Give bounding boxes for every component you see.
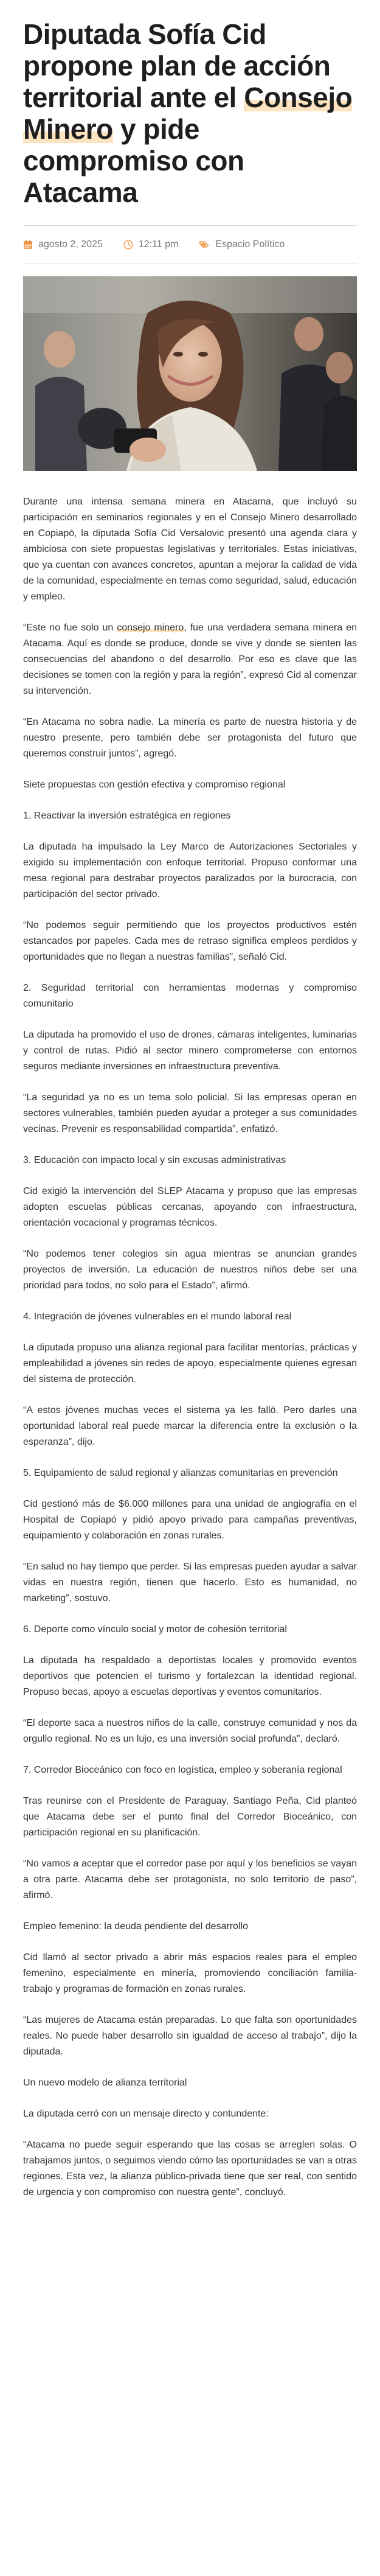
proposal-heading: 5. Equipamiento de salud regional y alianzas comunitarias en prevención bbox=[23, 1468, 338, 1478]
paragraph: “A estos jóvenes muchas veces el sistema ya les falló. Pero darles una oportunidad laboral real puede marcar la diferencia entre la exclusión o la esperanza”, dijo. bbox=[23, 1405, 357, 1447]
clock-icon bbox=[123, 240, 133, 250]
title-highlight: Consejo Minero bbox=[23, 82, 353, 145]
meta-time bbox=[123, 239, 179, 250]
proposal-heading: 7. Corredor Bioceánico con foco en logística, empleo y soberanía regional bbox=[23, 1765, 342, 1775]
paragraph: Cid gestionó más de $6.000 millones para una unidad de angiografía en el Hospital de Copiapó y pidió apoyo privado para campañas preventivas, equipamiento y colaboración en zonas rurales. bbox=[23, 1499, 357, 1541]
article-title bbox=[23, 18, 357, 208]
section-heading: Un nuevo modelo de alianza territorial bbox=[23, 2078, 187, 2088]
paragraph: “Las mujeres de Atacama están preparadas. Lo que falta son oportunidades reales. No puede haber desarrollo sin igualdad de acceso al trabajo”, dijo la diputada. bbox=[23, 2015, 357, 2057]
paragraph: “En Atacama no sobra nadie. La minería es parte de nuestra historia y de nuestro presente, pero también debe ser protagonista del futuro que queremos construir juntos”, agregó. bbox=[23, 717, 357, 759]
paragraph: “El deporte saca a nuestros niños de la calle, construye comunidad y nos da orgullo regional. No es un lujo, es una inversión social profunda”, declaró. bbox=[23, 1718, 357, 1744]
title-text: Diputada Sofía Cid propone plan de acción territorial ante el bbox=[23, 18, 331, 113]
calendar-icon bbox=[23, 240, 33, 250]
paragraph: Cid exigió la intervención del SLEP Atacama y propuso que las empresas adopten escuelas públicas cercanas, apoyando con infraestructura, orientación vocacional y programas técnicos. bbox=[23, 1186, 357, 1228]
paragraph bbox=[23, 620, 357, 699]
title-text-end: y pide compromiso con Atacama bbox=[23, 113, 244, 208]
paragraph: La diputada ha impulsado la Ley Marco de Autorizaciones Sectoriales y exigido su implementación con enfoque territorial. Propuso conformar una mesa regional para destrabar proyectos paralizados por la burocracia, con participación del sector privado. bbox=[23, 842, 357, 899]
paragraph: Tras reunirse con el Presidente de Paraguay, Santiago Peña, Cid planteó que Atacama debe ser el punto final del Corredor Bioceánico, con participación regional en su planificación. bbox=[23, 1796, 357, 1838]
paragraph: La diputada propuso una alianza regional para facilitar mentorías, prácticas y empleabilidad a jóvenes sin redes de apoyo, especialmente quienes egresan del sistema de protección. bbox=[23, 1342, 357, 1384]
proposal-heading: 2. Seguridad territorial con herramientas modernas y compromiso comunitario bbox=[23, 983, 357, 1009]
paragraph-text: “Este no fue solo un bbox=[23, 623, 117, 633]
meta-time-text: 12:11 pm bbox=[138, 239, 179, 250]
paragraph: La diputada ha respaldado a deportistas locales y promovido eventos deportivos que potencien el turismo y fortalezcan la identidad regional. Propuso becas, apoyo a escuelas deportivas y eventos comunitarios. bbox=[23, 1655, 357, 1697]
paragraph: “No podemos tener colegios sin agua mientras se anuncian grandes proyectos de inversión. La educación de nuestros niños debe ser una prioridad para todos, no solo para el Estado”, afirmó. bbox=[23, 1249, 357, 1291]
paragraph: “Atacama no puede seguir esperando que las cosas se arreglen solas. O trabajamos juntos, o seguimos viendo cómo las oportunidades se van a otras regiones. Esta vez, la alianza público-privada tiene que ser real, con sentido de urgencia y con compromiso con nuestra gente”, concluyó. bbox=[23, 2140, 357, 2197]
section-heading: Siete propuestas con gestión efectiva y compromiso regional bbox=[23, 780, 286, 790]
article-hero-image bbox=[23, 276, 357, 471]
paragraph-text: , fue una verdadera semana minera en Atacama. Aquí es donde se produce, donde se vive y donde se sienten las consecuencias del abandono o del desarrollo. Por eso es clave que las decisiones se tomen con la región y para la región”, expresó Cid al comenzar su intervención. bbox=[23, 623, 357, 696]
meta-category-text: Espacio Político bbox=[215, 239, 285, 250]
paragraph-highlight: consejo minero bbox=[117, 623, 184, 633]
article-meta bbox=[23, 239, 357, 264]
paragraph: Durante una intensa semana minera en Atacama, que incluyó su participación en seminarios regionales y en el Consejo Minero desarrollado en Copiapó, la diputada Sofía Cid Versalovic presentó una agenda clara y ambiciosa con siete propuestas legislativas y territoriales. Estas iniciativas, que ya cuentan con avances concretos, apuntan a mejorar la calidad de vida de la comunidad, especialmente en temas como seguridad, salud, educación y empleo. bbox=[23, 497, 357, 602]
proposal-heading: 4. Integración de jóvenes vulnerables en el mundo laboral real bbox=[23, 1311, 292, 1322]
meta-date-text: agosto 2, 2025 bbox=[38, 239, 103, 250]
title-divider bbox=[23, 225, 357, 226]
paragraph: “En salud no hay tiempo que perder. Si las empresas pueden ayudar a salvar vidas en nuestra región, tienen que hacerlo. Esto es humanidad, no marketing”, sostuvo. bbox=[23, 1562, 357, 1604]
paragraph: Cid llamó al sector privado a abrir más espacios reales para el empleo femenino, especialmente en minería, promoviendo conciliación familia-trabajo y programas de formación en zonas rurales. bbox=[23, 1952, 357, 1994]
paragraph: “La seguridad ya no es un tema solo policial. Si las empresas operan en sectores vulnerables, también pueden ayudar a proteger a sus comunidades vecinas. Prevenir es responsabilidad compartida”, enfatizó. bbox=[23, 1092, 357, 1134]
proposal-heading: 1. Reactivar la inversión estratégica en regiones bbox=[23, 811, 231, 821]
meta-date[interactable] bbox=[23, 239, 103, 250]
paragraph: La diputada ha promovido el uso de drones, cámaras inteligentes, luminarias y control de rutas. Pidió al sector minero comprometerse con entornos seguros mediante inversiones en infraestructura preventiva. bbox=[23, 1030, 357, 1072]
tags-icon bbox=[199, 240, 210, 250]
paragraph: La diputada cerró con un mensaje directo y contundente: bbox=[23, 2109, 269, 2119]
paragraph: “No vamos a aceptar que el corredor pase por aquí y los beneficios se vayan a otra parte. Atacama debe ser protagonista, no solo territorio de paso”, afirmó. bbox=[23, 1859, 357, 1901]
paragraph: “No podemos seguir permitiendo que los proyectos productivos estén estancados por papeles. Cada mes de retraso significa empleos perdidos y oportunidades que no llegan a nuestras familias”, señaló Cid. bbox=[23, 920, 357, 962]
proposal-heading: 3. Educación con impacto local y sin excusas administrativas bbox=[23, 1155, 286, 1165]
section-heading: Empleo femenino: la deuda pendiente del desarrollo bbox=[23, 1921, 249, 1932]
proposal-heading: 6. Deporte como vínculo social y motor de cohesión territorial bbox=[23, 1624, 287, 1635]
meta-category[interactable] bbox=[199, 239, 285, 250]
